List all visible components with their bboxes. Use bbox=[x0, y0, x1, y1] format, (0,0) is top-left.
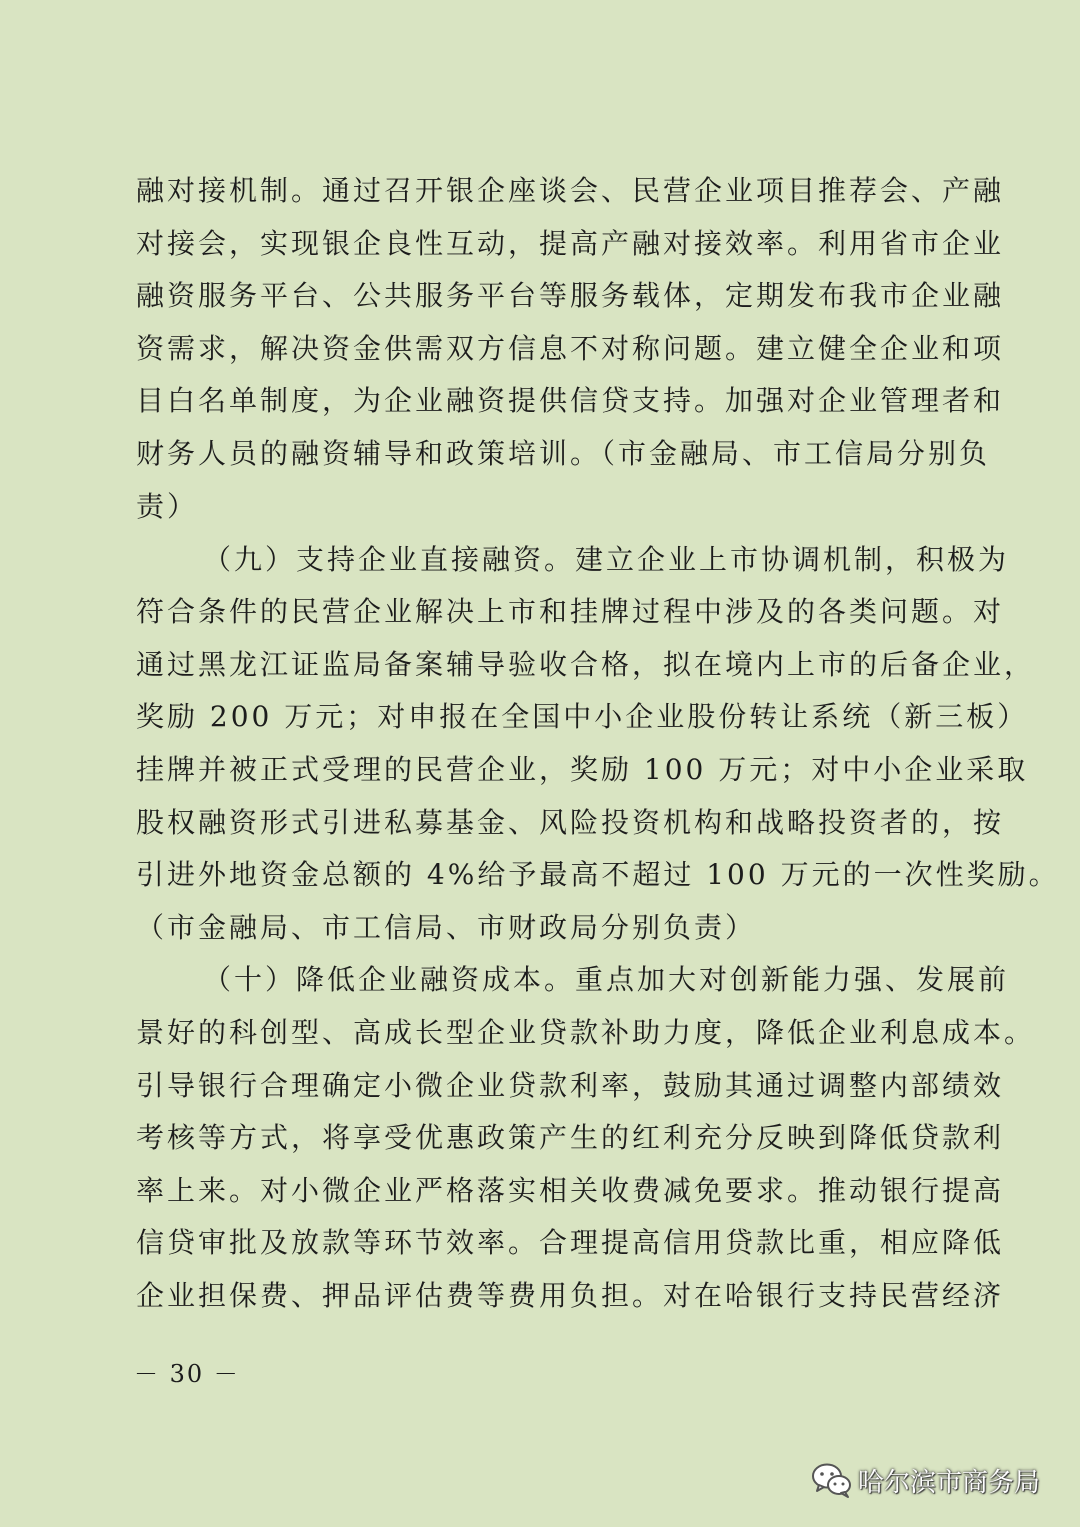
body-line-3: 融资服务平台、公共服务平台等服务载体，定期发布我市企业融 bbox=[136, 279, 1005, 312]
body-line-18: 引导银行合理确定小微企业贷款利率，鼓励其通过调整内部绩效 bbox=[136, 1069, 1005, 1102]
body-line-17: 景好的科创型、高成长型企业贷款补助力度，降低企业利息成本。 bbox=[136, 1016, 1036, 1049]
body-line-20: 率上来。对小微企业严格落实相关收费减免要求。推动银行提高 bbox=[136, 1174, 1005, 1207]
body-line-19: 考核等方式，将享受优惠政策产生的红利充分反映到降低贷款利 bbox=[136, 1121, 1005, 1154]
body-line-10: 通过黑龙江证监局备案辅导验收合格，拟在境内上市的后备企业， bbox=[136, 648, 1036, 681]
body-line-4: 资需求，解决资金供需双方信息不对称问题。建立健全企业和项 bbox=[136, 332, 1005, 365]
page-number: － 30 － bbox=[134, 1360, 240, 1388]
body-line-13: 股权融资形式引进私募基金、风险投资机构和战略投资者的，按 bbox=[136, 806, 1005, 839]
section-9-heading-line: （九）支持企业直接融资。建立企业上市协调机制，积极为 bbox=[203, 543, 1010, 576]
account-watermark bbox=[810, 1456, 1040, 1504]
body-line-22: 企业担保费、押品评估费等费用负担。对在哈银行支持民营经济 bbox=[136, 1279, 1005, 1312]
body-line-7: 责） bbox=[136, 490, 199, 523]
body-line-5: 目白名单制度，为企业融资提供信贷支持。加强对企业管理者和 bbox=[136, 384, 1005, 417]
body-line-9: 符合条件的民营企业解决上市和挂牌过程中涉及的各类问题。对 bbox=[136, 595, 1005, 628]
body-line-11: 奖励 200 万元；对申报在全国中小企业股份转让系统（新三板） bbox=[136, 700, 1029, 733]
body-line-15: （市金融局、市工信局、市财政局分别负责） bbox=[136, 911, 757, 944]
wechat-icon bbox=[810, 1460, 854, 1500]
body-line-2: 对接会，实现银企良性互动，提高产融对接效率。利用省市企业 bbox=[136, 227, 1005, 260]
body-line-14: 引进外地资金总额的 4%给予最高不超过 100 万元的一次性奖励。 bbox=[136, 858, 1060, 891]
account-name: 哈尔滨市商务局 bbox=[858, 1467, 1041, 1498]
body-line-21: 信贷审批及放款等环节效率。合理提高信用贷款比重，相应降低 bbox=[136, 1226, 1005, 1259]
body-line-12: 挂牌并被正式受理的民营企业，奖励 100 万元；对中小企业采取 bbox=[136, 753, 1029, 786]
body-line-1: 融对接机制。通过召开银企座谈会、民营企业项目推荐会、产融 bbox=[136, 174, 1005, 207]
section-10-heading-line: （十）降低企业融资成本。重点加大对创新能力强、发展前 bbox=[203, 963, 1010, 996]
body-line-6: 财务人员的融资辅导和政策培训。（市金融局、市工信局分别负 bbox=[136, 437, 991, 470]
